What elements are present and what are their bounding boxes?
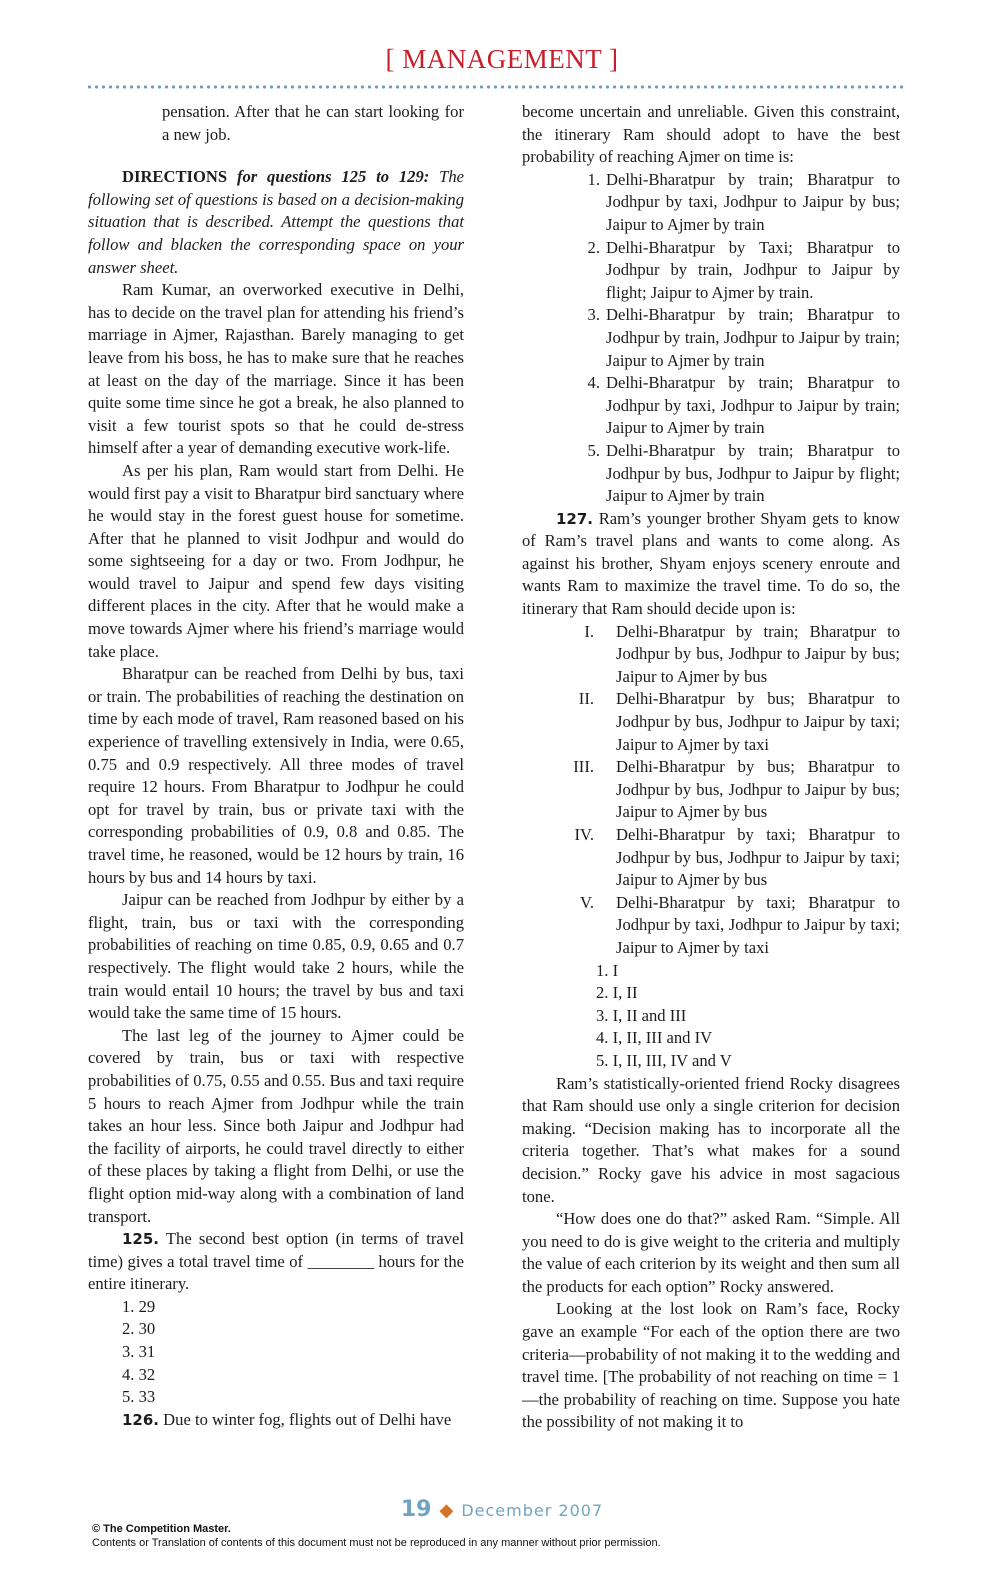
question-125 (88, 1228, 464, 1296)
paragraph: Looking at the lost look on Ram’s face, Rocky gave an example “For each of the option there are two criteria—probability of not making it to the wedding and travel time. [The probability of not reaching on time = 1—the probability of reaching on time. Suppose you hate the possibility of not making it to (522, 1299, 900, 1432)
page-footer (0, 1497, 1004, 1522)
continuation-text: pensation. After that he can start looking for a new job. (162, 102, 464, 144)
question-126-options (522, 169, 900, 508)
option-item: 5. 33 (122, 1387, 156, 1407)
question-text: Due to winter fog, flights out of Delhi have (163, 1409, 452, 1429)
option-item (522, 304, 900, 372)
left-column (88, 101, 464, 1431)
paragraph: Ram Kumar, an overworked executive in Delhi, has to decide on the travel plan for attending his friend’s marriage in Ajmer, Rajasthan. Barely managing to get leave from his boss, he has to make sure that he reaches at least on the day of the marriage. Since it has been quite some time since he got a break, he also planned to visit a few tourist spots so that he could de-stress himself after a year of demanding executive work-life. (88, 280, 464, 458)
item-text: Delhi-Bharatpur by taxi; Bharatpur to Jodhpur by taxi, Jodhpur to Jaipur by taxi; Jaipur to Ajmer by taxi (616, 892, 900, 957)
option-number: 5. (587, 440, 600, 460)
paragraph: Jaipur can be reached from Jodhpur by either by a flight, train, bus or taxi with the corresponding probabilities of reaching on time 0.85, 0.9, 0.65 and 0.7 respectively. The flight would take 2 hours, while the train would entail 10 hours; the travel by bus and taxi would take the same time of 15 hours. (88, 890, 464, 1023)
question-125-options (88, 1296, 464, 1409)
option-number: 4. (587, 373, 600, 393)
issue-date: December 2007 (461, 1501, 604, 1520)
option-number: 3. (587, 305, 600, 325)
paragraph: The last leg of the journey to Ajmer could be covered by train, bus or taxi with respective probabilities of 0.75, 0.55 and 0.55. Bus and taxi require 5 hours to reach Ajmer from Jodhpur while the train takes an hour less. Since both Jaipur and Jodhpur had the facility of airports, he could travel directly to either of these places by taking a flight from Delhi, or use the flight option mid-way along with a combination of land transport. (88, 1025, 464, 1226)
question-number: 126. (122, 1410, 160, 1429)
item-number: IV. (574, 825, 594, 844)
choice-item: 4. I, II, III and IV (596, 1028, 713, 1048)
option-text: Delhi-Bharatpur by train; Bharatpur to Jodhpur by train, Jodhpur to Jaipur by train; Jaipur to Ajmer by train (606, 305, 900, 370)
option-text: Delhi-Bharatpur by train; Bharatpur to Jodhpur by bus, Jodhpur to Jaipur by flight; Jaipur to Ajmer by train (606, 440, 900, 506)
option-item: 1. 29 (122, 1296, 156, 1316)
choice-item: 1. I (596, 960, 619, 980)
roman-item (522, 824, 900, 892)
copyright-notice: Contents or Translation of contents of this document must not be reproduced in any manner without prior permission. (92, 1537, 661, 1549)
directions-range: for questions 125 to 129: (236, 167, 430, 187)
option-item: 2. 30 (122, 1319, 156, 1339)
page-number: 19 (400, 1497, 432, 1522)
diamond-icon: ◆ (439, 1500, 454, 1521)
copyright-text: © The Competition Master. (92, 1523, 231, 1535)
item-number: I. (584, 621, 594, 641)
question-number: 127. (556, 509, 594, 528)
option-item (522, 440, 900, 508)
paragraph: Bharatpur can be reached from Delhi by bus, taxi or train. The probabilities of reaching the destination on time by each mode of travel, Ram reasoned based on his experience of travelling extensively in India, were 0.65, 0.75 and 0.9 respectively. All three modes of travel require 12 hours. From Bharatpur to Jodhpur he could opt for travel by train, bus or private taxi with the corresponding probabilities of 0.9, 0.8 and 0.85. The travel time, he reasoned, would be 12 hours by train, 16 hours by bus and 14 hours by taxi. (88, 664, 464, 887)
paragraph: As per his plan, Ram would start from Delhi. He would first pay a visit to Bharatpur bird sanctuary where he would stay in the forest guest house for sometime. After that he planned to visit Jodhpur and would do some sightseeing for a day or two. From Jodhpur, he would travel to Jaipur and spend few days visiting different places in the city. After that he would make a move towards Ajmer where his friend’s marriage would take place. (88, 460, 464, 661)
option-item: 4. 32 (122, 1364, 156, 1384)
option-item (522, 372, 900, 440)
question-127-choices (522, 960, 900, 1073)
choice-item: 2. I, II (596, 983, 638, 1003)
dotted-divider (86, 84, 904, 90)
right-column (522, 101, 900, 1434)
item-text: Delhi-Bharatpur by train; Bharatpur to Jodhpur by bus, Jodhpur to Jaipur by bus; Jaipur to Ajmer by bus (616, 621, 900, 686)
item-text: Delhi-Bharatpur by taxi; Bharatpur to Jodhpur by bus, Jodhpur to Jaipur by taxi; Jaipur to Ajmer by bus (616, 825, 900, 890)
roman-item (522, 621, 900, 689)
item-number: III. (573, 757, 594, 777)
item-number: V. (580, 892, 594, 912)
question-127 (522, 508, 900, 621)
question-text: Ram’s younger brother Shyam gets to know of Ram’s travel plans and wants to come along. As against his brother, Shyam enjoys scenery enroute and wants Ram to maximize the travel time. To do so, the itinerary that Ram should decide upon is: (522, 508, 900, 619)
option-item (522, 237, 900, 305)
choice-item: 5. I, II, III, IV and V (596, 1050, 732, 1070)
question-126 (88, 1409, 464, 1432)
question-number: 125. (122, 1230, 160, 1249)
option-number: 2. (587, 237, 600, 257)
option-item: 3. 31 (122, 1342, 156, 1362)
option-text: Delhi-Bharatpur by Taxi; Bharatpur to Jodhpur by train, Jodhpur to Jaipur by flight; Jaipur to Ajmer by train. (606, 237, 900, 302)
option-number: 1. (587, 169, 600, 189)
directions-heading: DIRECTIONS (122, 167, 228, 187)
option-item (522, 169, 900, 237)
option-text: Delhi-Bharatpur by train; Bharatpur to Jodhpur by taxi, Jodhpur to Jaipur by bus; Jaipur to Ajmer by train (606, 169, 900, 234)
question-text: The second best option (in terms of travel time) gives a total travel time of ________ hours for the entire itinerary. (88, 1229, 464, 1294)
question-127-items (522, 621, 900, 960)
roman-item (522, 756, 900, 824)
item-text: Delhi-Bharatpur by bus; Bharatpur to Jodhpur by bus, Jodhpur to Jaipur by bus; Jaipur to Ajmer by bus (616, 757, 900, 822)
section-title: [ MANAGEMENT ] (385, 44, 619, 74)
directions-block (88, 166, 464, 279)
question-126-continuation: become uncertain and unreliable. Given this constraint, the itinerary Ram should adopt to have the best probability of reaching Ajmer on time is: (522, 102, 900, 167)
choice-item: 3. I, II and III (596, 1005, 687, 1025)
paragraph: “How does one do that?” asked Ram. “Simple. All you need to do is give weight to the criteria and multiply the value of each criterion by its weight and then sum all the products for each option” Rocky answered. (522, 1209, 900, 1296)
directions-text: The following set of questions is based on a decision-making situation that is described. Attempt the questions that follow and blacken the corresponding space on your answer sheet. (88, 167, 464, 277)
item-number: II. (578, 689, 594, 709)
item-text: Delhi-Bharatpur by bus; Bharatpur to Jodhpur by bus, Jodhpur to Jaipur by taxi; Jaipur to Ajmer by taxi (616, 689, 900, 754)
paragraph: Ram’s statistically-oriented friend Rocky disagrees that Ram should use only a single criterion for decision making. “Decision making has to incorporate all the criteria together. That’s what makes for a sound decision.” Rocky gave his advice in most sagacious tone. (522, 1073, 900, 1206)
roman-item (522, 892, 900, 960)
roman-item (522, 688, 900, 756)
option-text: Delhi-Bharatpur by train; Bharatpur to Jodhpur by taxi, Jodhpur to Jaipur by train; Jaipur to Ajmer by train (606, 373, 900, 438)
